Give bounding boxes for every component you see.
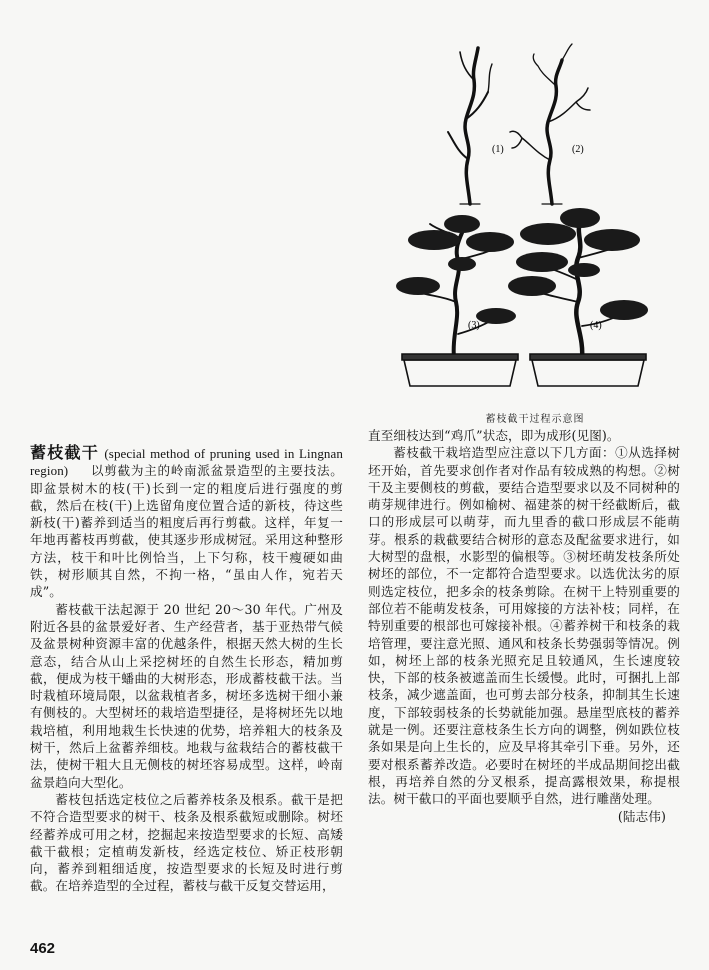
right-column: [368, 427, 680, 825]
body-text: 蓄枝截干栽培造型应注意以下几方面：①从选择树坯开始，首先要求创作者对作品有较成熟的构想。②树干及主要侧枝的剪截，要结合造型要求以及不同树种的萌芽规律进行。例如榆树、福建茶的树干经截断后，截口的形成层可以萌芽，而九里香的截口形成层不能萌芽。根系的栽截要结合树形的意态及配盆要求进行，如大树型的盘根，水影型的偏根等。③树坯萌发枝条所处树坯的部位，不一定都符合造型要求。以选优汰劣的原则选定枝位，把多余的枝条剪除。在树干上特别重要的部位若不能萌发枝条，可用嫁接的方法补枝；同样，在特别重要的根部也可嫁接补根。④蓄养树干和枝条的栽培管理，要注意光照、通风和枝条长势强弱等情况。例如，树坯上部的枝条光照充足且较通风，生长速度较快，下部的枝条被遮盖而生长缓慢。此时，可捆扎上部枝条，减少遮盖面，也可剪去部分枝条，抑制其生长速度，下部较弱枝条的长势就能加强。悬崖型底枝的蓄养就是一例。还要注意枝条生长方向的调整，例如跌位枝条如果是向上生长的，应及早将其牵引下垂。另外，还要对根系蓄养改造。必要时在树坯的半成品期间挖出截根，再培养自然的分叉根系，提高露根效果，称提根法。树干截口的平面也要顺乎自然，进行雕凿处理。: [368, 445, 680, 807]
body-paragraph: 蓄枝截干法起源于 20 世纪 20～30 年代。广州及附近各县的盆景爱好者、生产经营者，基于亚热带气候及盆景树种资源丰富的优越条件，根据天然大树的生长意态，结合从山上采挖树坯的自然生长形态，精加剪截，便成为枝干蟠曲的大树形态，形成蓄枝截干法。当时栽植环境局限，以盆栽植者多，树坯多选树干细小兼有侧枝的。大型树坯的栽培造型捷径，是将树坯先以地栽培植，利用地栽生长快速的优势，培养粗大的枝条及树干，然后上盆蓄养细枝。地栽与盆栽结合的蓄枝截干法，使树干粗大且无侧枝的树坯容易成型。这样，岭南盆景趋向大型化。: [30, 601, 343, 790]
bonsai-process-figure: [372, 34, 672, 424]
entry-definition: 以剪截为主的岭南派盆景造型的主要技法。即盆景树木的枝(干)长到一定的粗度后进行强度的剪截，然后在枝(干)上选留角度位置合适的新枝，待这些新枝(干)蓄养到适当的粗度后再行剪截。这样，年复一年地再蓄枝再剪截，使其逐步形成树冠。采用这种整形方法，枝干和叶比例恰当，上下匀称，枝干瘦硬如曲铁，树形顺其自然，不拘一格，“虽由人作，宛若天成”。: [30, 463, 344, 600]
label-2: (2): [572, 144, 584, 155]
label-3: (3): [468, 320, 480, 331]
entry-paragraph: [30, 444, 343, 601]
label-4: (4): [590, 320, 602, 331]
body-paragraph: 直至细枝达到“鸡爪”状态，即为成形(见图)。: [368, 428, 620, 443]
pot-3: [404, 360, 516, 386]
tree-1-illustration: [448, 48, 492, 204]
tree-2-illustration: [510, 44, 590, 204]
left-column: [30, 444, 343, 895]
body-paragraph: [368, 444, 680, 825]
page-number: 462: [30, 940, 56, 957]
body-paragraph: 蓄枝包括选定枝位之后蓄养枝条及根系。截干是把不符合造型要求的树干、枝条及根系截短或删除。树坯经蓄养成可用之材，挖掘起来按造型要求的长短、高矮截干截根；定植萌发新枝，经选定枝位、矫正枝形朝向，蓄养到粗细适度，按造型要求的长短及时进行剪截。在培养造型的全过程，蓄枝与截干反复交替运用，: [30, 791, 343, 894]
author-credit: (陆志伟): [617, 808, 666, 824]
entry-english-title: (special method of pruning used in Lingnan region): [30, 446, 344, 479]
figure-caption: 蓄枝截干过程示意图: [485, 414, 585, 425]
entry-title: 蓄枝截干: [30, 443, 100, 462]
label-1: (1): [492, 144, 504, 155]
pot-4: [532, 360, 644, 386]
